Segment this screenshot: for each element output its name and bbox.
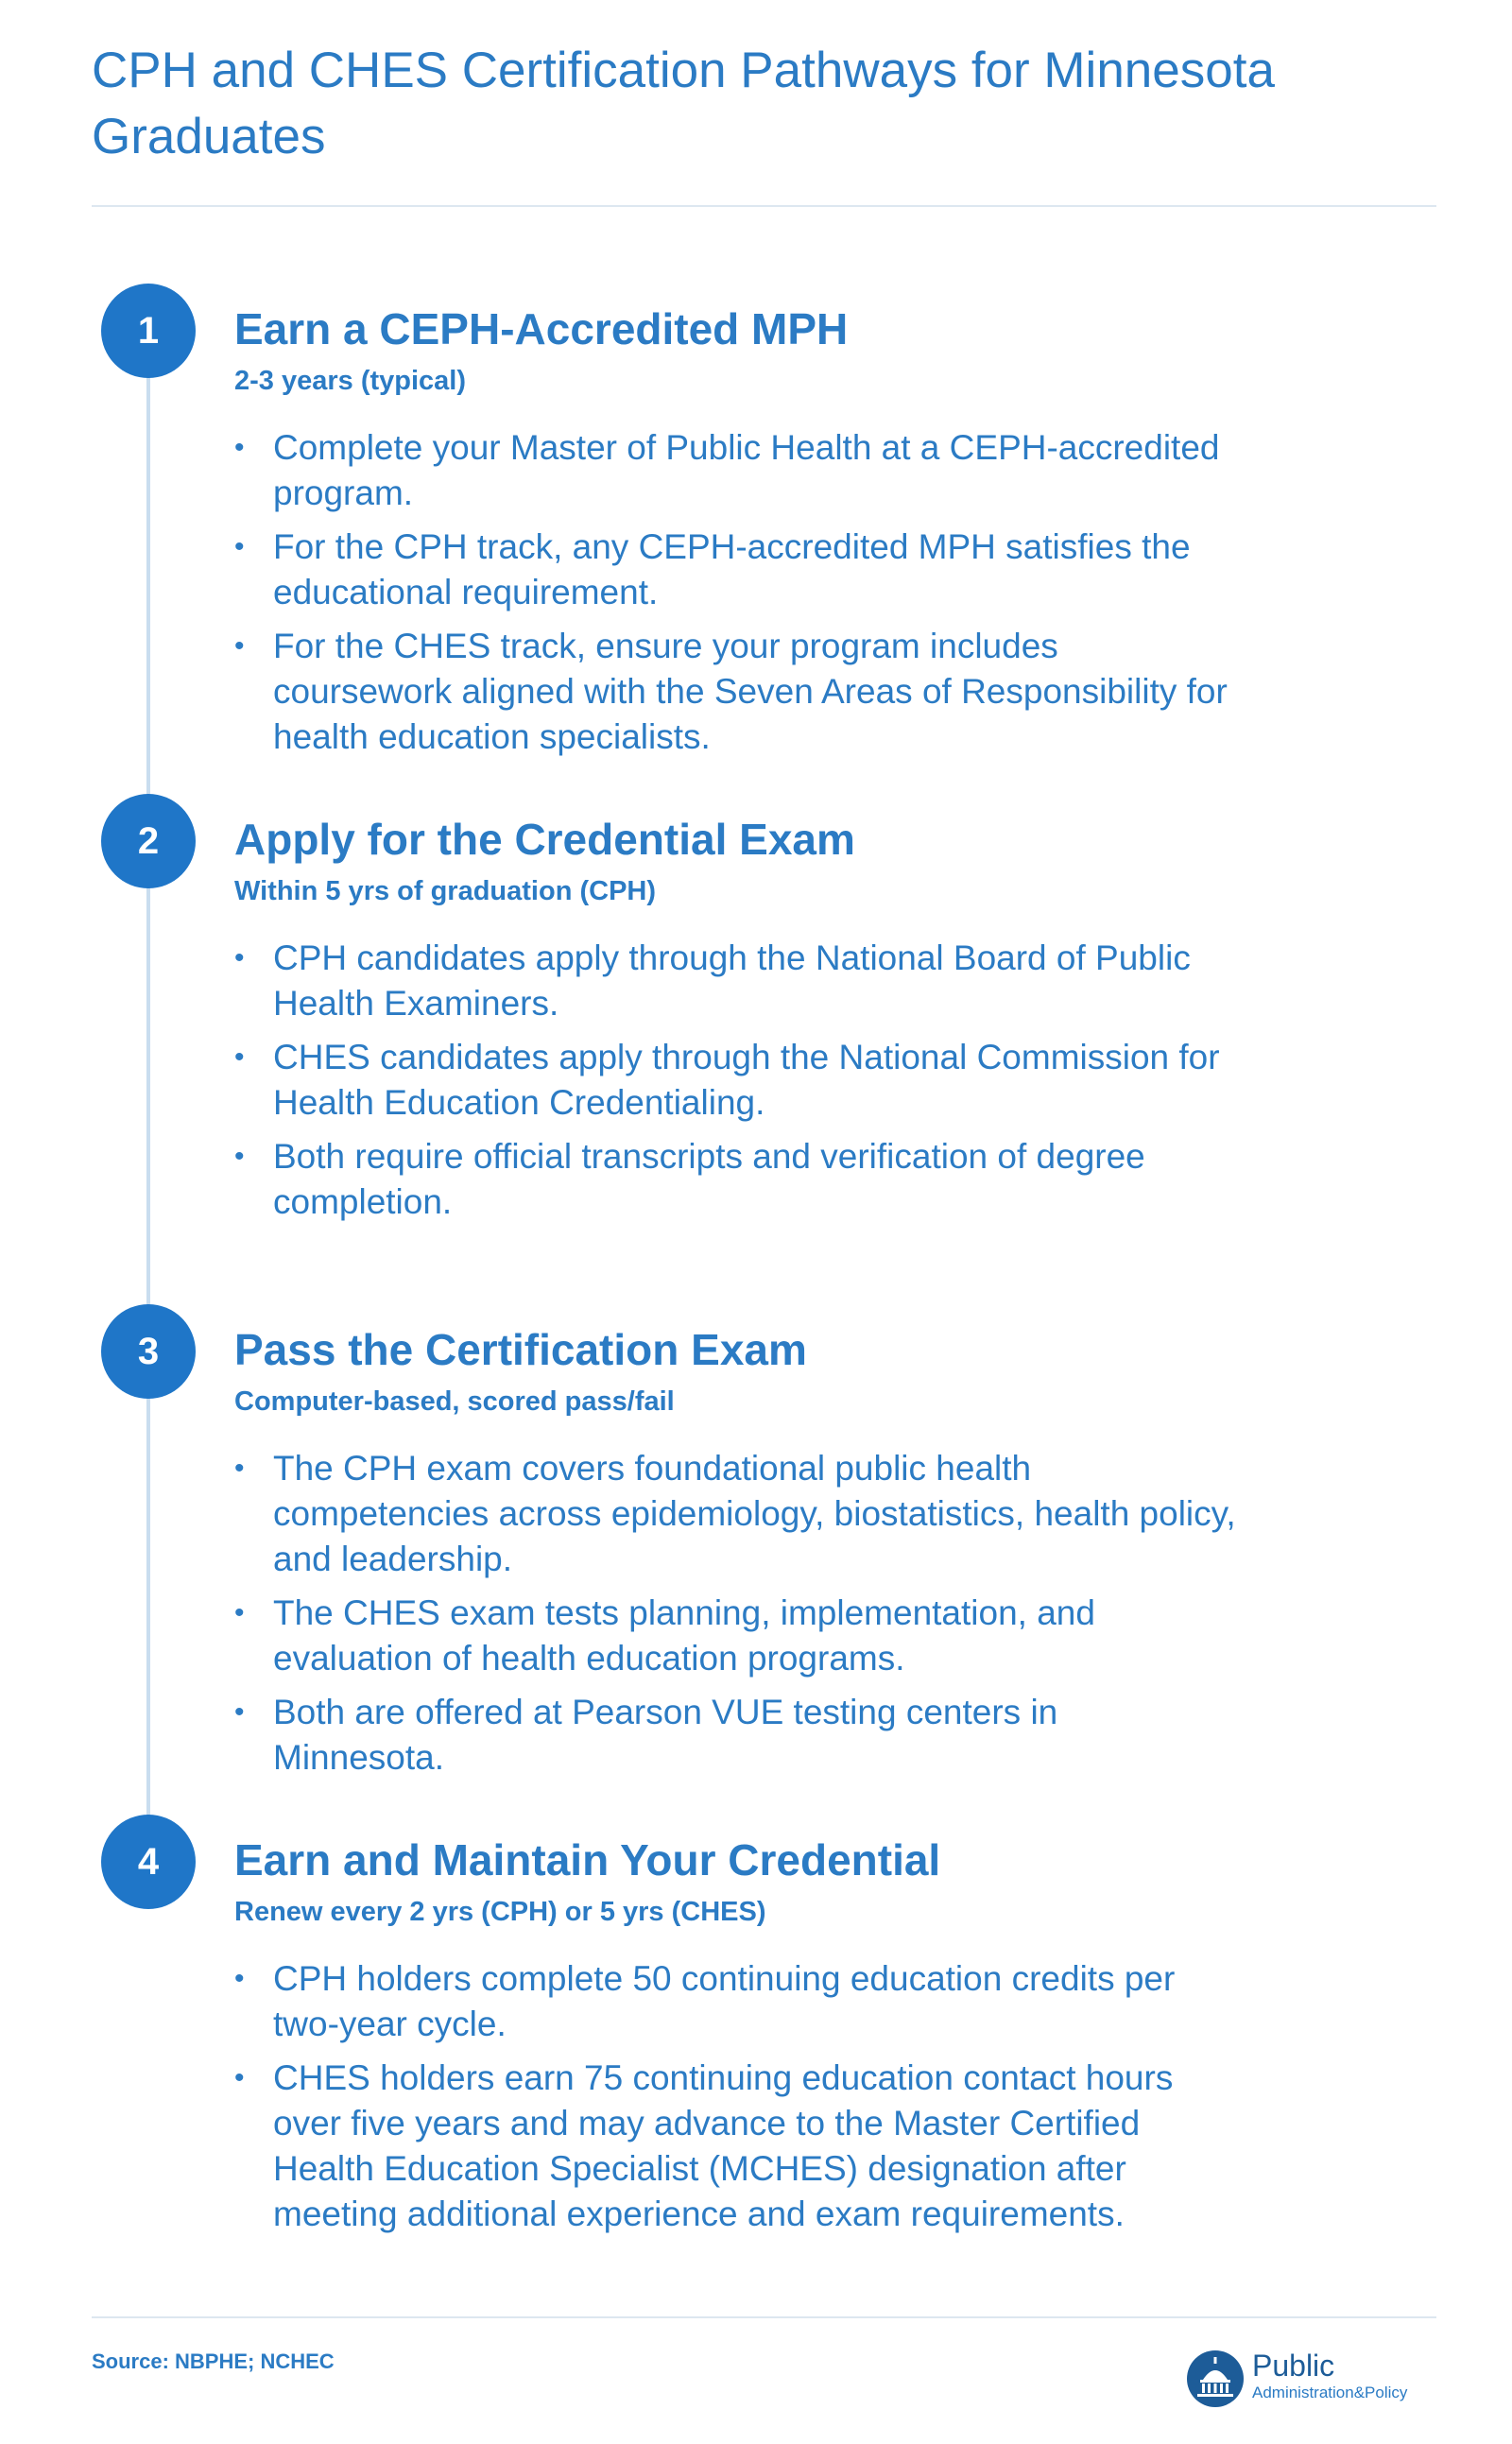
bullet-text: CPH holders complete 50 continuing education credits per two-year cycle. — [273, 1959, 1176, 2043]
step-title: Earn and Maintain Your Credential — [234, 1835, 941, 1885]
step-duration: 2-3 years (typical) — [234, 366, 467, 396]
step-bullet-list — [234, 1446, 1236, 1789]
step-bullet-list — [234, 425, 1236, 768]
step-title: Earn a CEPH-Accredited MPH — [234, 304, 849, 353]
bullet-text: For the CPH track, any CEPH-accredited MPH satisfies the educational requirement. — [273, 527, 1191, 611]
bullet-text: CHES holders earn 75 continuing education contact hours over five years and may advance to the Master Certified Health Education Specialist (MCHES) designation after meeting additional experience and exam requirements. — [273, 2058, 1174, 2233]
list-item — [234, 425, 1236, 516]
list-item — [234, 1956, 1236, 2047]
step-duration: Renew every 2 yrs (CPH) or 5 yrs (CHES) — [234, 1897, 766, 1927]
list-item — [234, 1690, 1236, 1781]
bullet-text: Both are offered at Pearson VUE testing centers in Minnesota. — [273, 1693, 1058, 1777]
timeline-line — [146, 331, 150, 1833]
list-item — [234, 1134, 1236, 1225]
step-title: Pass the Certification Exam — [234, 1325, 807, 1374]
bullet-text: CHES candidates apply through the National Commission for Health Education Credentialing. — [273, 1038, 1220, 1122]
bullet-icon: • — [234, 531, 245, 562]
step-number-badge: 4 — [101, 1815, 196, 1909]
list-item — [234, 525, 1236, 615]
bullet-text: The CPH exam covers foundational public health competencies across epidemiology, biostatistics, health policy, and leadership. — [273, 1449, 1236, 1578]
list-item — [234, 1035, 1236, 1126]
list-item — [234, 2056, 1236, 2237]
bullet-text: CPH candidates apply through the National Board of Public Health Examiners. — [273, 938, 1191, 1023]
brand-logo — [1186, 2348, 1441, 2414]
bullet-icon: • — [234, 2062, 245, 2093]
footer-divider — [92, 2316, 1436, 2318]
brand-name: Public — [1252, 2349, 1335, 2383]
step-number-badge: 2 — [101, 794, 196, 888]
bullet-text: Complete your Master of Public Health at a CEPH-accredited program. — [273, 428, 1220, 512]
list-item — [234, 1591, 1236, 1681]
list-item — [234, 936, 1236, 1026]
bullet-icon: • — [234, 942, 245, 973]
bullet-icon: • — [234, 1141, 245, 1172]
step-number-badge: 3 — [101, 1304, 196, 1399]
step-bullet-list — [234, 936, 1236, 1233]
list-item — [234, 1446, 1236, 1582]
bullet-icon: • — [234, 1696, 245, 1728]
list-item — [234, 624, 1236, 760]
header-divider — [92, 205, 1436, 207]
bullet-icon: • — [234, 1453, 245, 1484]
step-duration: Within 5 yrs of graduation (CPH) — [234, 876, 657, 906]
bullet-icon: • — [234, 630, 245, 662]
bullet-text: The CHES exam tests planning, implementation, and evaluation of health education programs. — [273, 1593, 1095, 1678]
bullet-icon: • — [234, 1963, 245, 1994]
bullet-icon: • — [234, 1597, 245, 1628]
step-duration: Computer-based, scored pass/fail — [234, 1386, 675, 1417]
bullet-text: Both require official transcripts and verification of degree completion. — [273, 1137, 1145, 1221]
step-title: Apply for the Credential Exam — [234, 815, 855, 864]
source-credit: Source: NBPHE; NCHEC — [92, 2349, 335, 2373]
bullet-icon: • — [234, 432, 245, 463]
bullet-icon: • — [234, 1041, 245, 1073]
bullet-text: For the CHES track, ensure your program includes coursework aligned with the Seven Areas of Responsibility for health education specialists. — [273, 627, 1228, 756]
brand-tagline: Administration&Policy — [1252, 2384, 1408, 2401]
page-title: CPH and CHES Certification Pathways for Minnesota Graduates — [92, 43, 1275, 164]
step-number-badge: 1 — [101, 284, 196, 378]
step-bullet-list — [234, 1956, 1236, 2246]
capitol-dome-icon — [1186, 2349, 1245, 2408]
